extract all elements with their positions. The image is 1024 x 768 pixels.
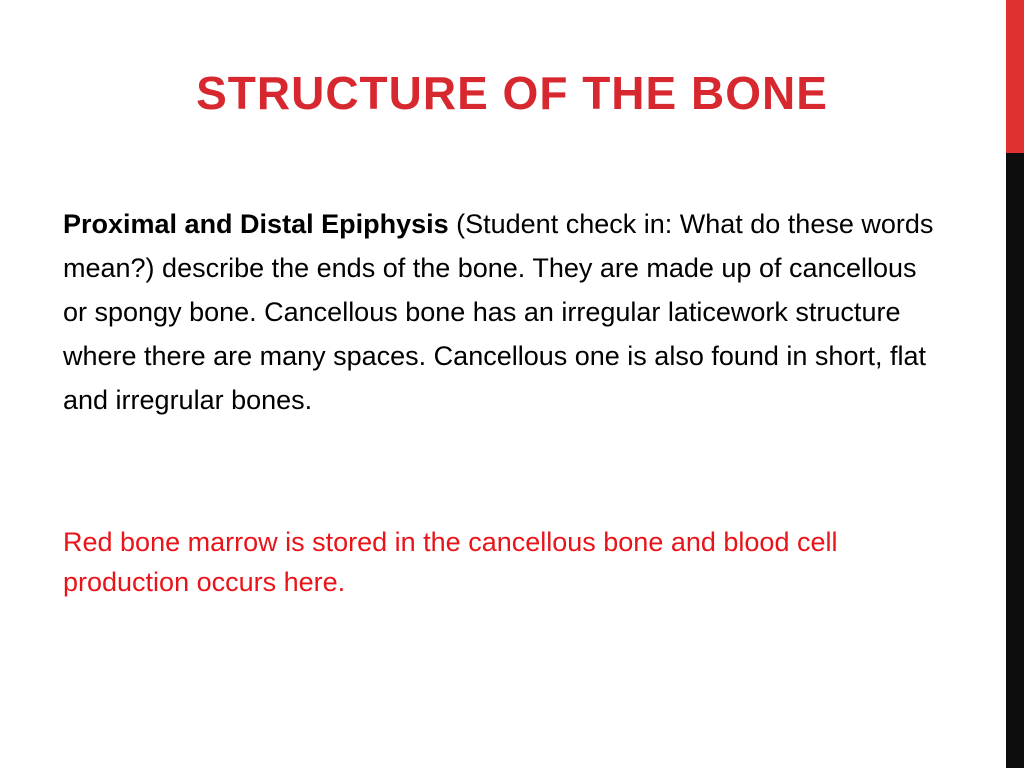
paragraph-red-marrow: Red bone marrow is stored in the cancellous bone and blood cell production occurs here. xyxy=(63,527,838,597)
accent-bar-dark-segment xyxy=(1006,153,1024,768)
body-content xyxy=(63,202,943,422)
paragraph-epiphysis xyxy=(63,202,943,422)
slide-title: STRUCTURE OF THE BONE xyxy=(196,67,828,119)
paragraph-lead-term: Proximal and Distal Epiphysis xyxy=(63,209,449,239)
paragraph-body-text: (Student check in: What do these words mean?) describe the ends of the bone. They are made up of cancellous or spongy bone. Cancellous bone has an irregular laticework structure where there are many spaces. Cancellous one is also found in short, flat and irregrular bones. xyxy=(63,209,934,415)
